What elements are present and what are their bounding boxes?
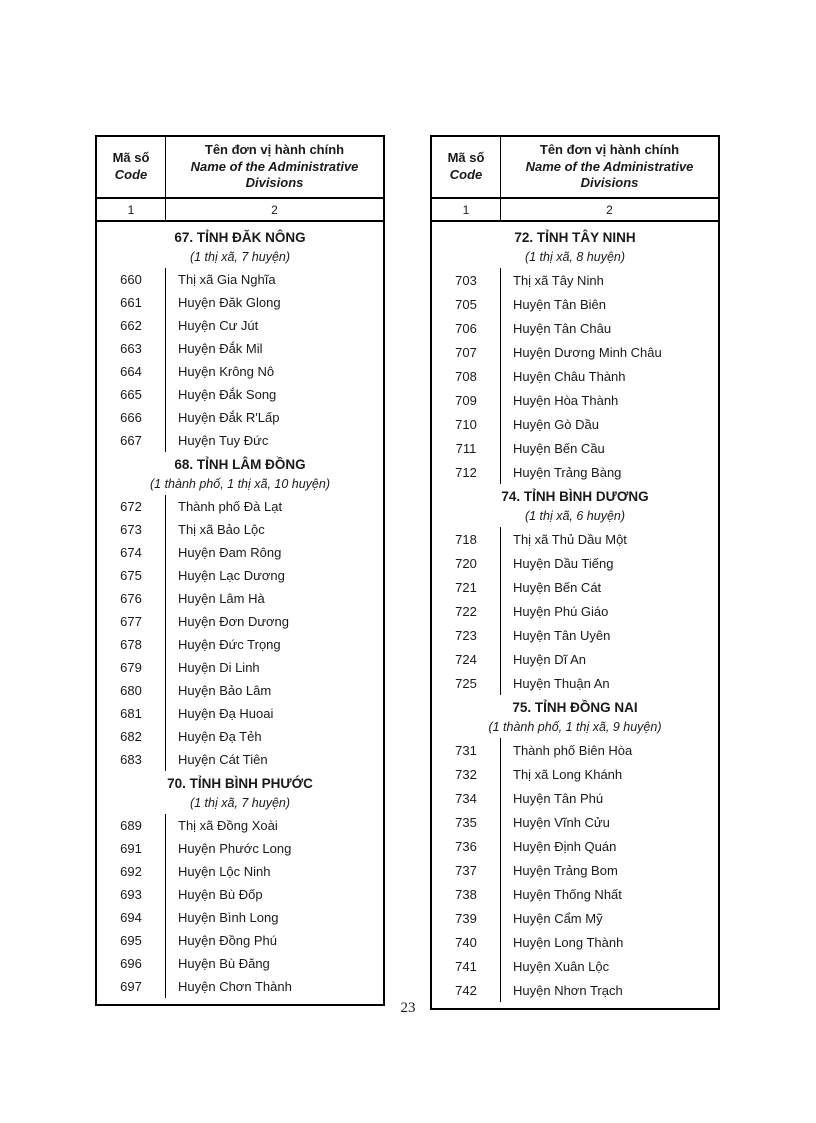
table-row (432, 364, 718, 388)
name-label-en: Name of the Administrative Divisions (190, 158, 359, 191)
name-cell: Huyện Đam Rông (165, 541, 383, 564)
code-cell: 673 (120, 522, 142, 537)
table-row (97, 725, 383, 748)
code-cell: 675 (120, 568, 142, 583)
table-row (97, 929, 383, 952)
table-row (432, 954, 718, 978)
code-cell: 722 (455, 603, 477, 619)
name-cell: Huyện Đắk R'Lấp (165, 406, 383, 429)
code-cell: 742 (455, 982, 477, 998)
table-body-right (432, 222, 718, 1008)
name-cell: Huyện Trảng Bom (500, 858, 718, 882)
table-row (432, 292, 718, 316)
section-title: 70. TỈNH BÌNH PHƯỚC (167, 776, 313, 791)
table-row (432, 647, 718, 671)
column-number-2: 2 (271, 202, 278, 217)
name-cell: Huyện Đơn Dương (165, 610, 383, 633)
code-label-en: Code (114, 167, 148, 182)
code-cell: 672 (120, 499, 142, 514)
code-cell: 703 (455, 272, 477, 288)
code-cell: 694 (120, 910, 142, 925)
table-row (97, 679, 383, 702)
code-cell: 711 (455, 440, 477, 456)
table-row (97, 837, 383, 860)
name-cell: Huyện Phước Long (165, 837, 383, 860)
table-row (432, 786, 718, 810)
code-cell: 692 (120, 864, 142, 879)
code-cell: 666 (120, 410, 142, 425)
code-cell: 708 (455, 368, 477, 384)
name-cell: Huyện Di Linh (165, 656, 383, 679)
code-cell: 676 (120, 591, 142, 606)
code-cell: 677 (120, 614, 142, 629)
table-row (432, 930, 718, 954)
table-header (432, 137, 718, 199)
section-subtitle: (1 thành phố, 1 thị xã, 10 huyện) (150, 477, 330, 491)
code-cell: 663 (120, 341, 142, 356)
table-row (97, 291, 383, 314)
name-cell: Huyện Cát Tiên (165, 748, 383, 771)
name-cell: Huyện Lâm Hà (165, 587, 383, 610)
code-cell: 731 (455, 742, 477, 758)
name-cell: Huyện Đăk Glong (165, 291, 383, 314)
name-cell: Huyện Cư Jút (165, 314, 383, 337)
name-cell: Huyện Bến Cát (500, 575, 718, 599)
code-cell: 691 (120, 841, 142, 856)
table-row (97, 860, 383, 883)
section-subtitle: (1 thành phố, 1 thị xã, 9 huyện) (488, 720, 662, 734)
code-cell: 696 (120, 956, 142, 971)
table-row (97, 360, 383, 383)
name-cell: Huyện Đức Trọng (165, 633, 383, 656)
name-cell: Huyện Châu Thành (500, 364, 718, 388)
code-cell: 679 (120, 660, 142, 675)
code-cell: 693 (120, 887, 142, 902)
section-title: 68. TỈNH LÂM ĐỒNG (174, 457, 306, 472)
name-cell: Huyện Bù Đăng (165, 952, 383, 975)
table-row (432, 316, 718, 340)
name-cell: Huyện Dĩ An (500, 647, 718, 671)
table-row (432, 460, 718, 484)
table-row (432, 388, 718, 412)
code-column-header (432, 137, 501, 197)
name-cell: Huyện Dương Minh Châu (500, 340, 718, 364)
code-cell: 664 (120, 364, 142, 379)
name-label-en: Name of the Administrative Divisions (525, 158, 694, 191)
column-number-1: 1 (432, 199, 501, 220)
name-cell: Huyện Bảo Lâm (165, 679, 383, 702)
table-row (97, 883, 383, 906)
table-row (97, 314, 383, 337)
table-row (97, 748, 383, 771)
code-cell: 737 (455, 862, 477, 878)
table-row (97, 406, 383, 429)
name-cell: Thị xã Long Khánh (500, 762, 718, 786)
name-cell: Thành phố Đà Lạt (165, 495, 383, 518)
table-body-left (97, 222, 383, 1004)
name-cell: Huyện Đạ Tẻh (165, 725, 383, 748)
code-cell: 705 (455, 296, 477, 312)
name-cell: Huyện Tân Phú (500, 786, 718, 810)
code-label-vi: Mã số (112, 150, 150, 166)
code-cell: 695 (120, 933, 142, 948)
table-row (97, 814, 383, 837)
name-cell: Thị xã Thủ Dầu Một (500, 527, 718, 551)
name-cell: Thị xã Bảo Lộc (165, 518, 383, 541)
name-cell: Huyện Trảng Bàng (500, 460, 718, 484)
table-row (97, 495, 383, 518)
table-header (97, 137, 383, 199)
code-cell: 661 (120, 295, 142, 310)
table-row (97, 383, 383, 406)
name-cell: Thị xã Tây Ninh (500, 268, 718, 292)
name-cell: Huyện Cẩm Mỹ (500, 906, 718, 930)
code-cell: 718 (455, 531, 477, 547)
name-cell: Thành phố Biên Hòa (500, 738, 718, 762)
table-row (432, 436, 718, 460)
code-cell: 723 (455, 627, 477, 643)
name-cell: Huyện Chơn Thành (165, 975, 383, 998)
page-number: 23 (400, 1000, 416, 1016)
table-row (432, 268, 718, 292)
code-cell: 707 (455, 344, 477, 360)
table-row (97, 610, 383, 633)
code-cell: 736 (455, 838, 477, 854)
table-row (97, 541, 383, 564)
section-title: 72. TỈNH TÂY NINH (514, 230, 636, 245)
section-subtitle: (1 thị xã, 7 huyện) (189, 250, 291, 264)
code-cell: 735 (455, 814, 477, 830)
table-row (97, 337, 383, 360)
code-cell: 724 (455, 651, 477, 667)
table-row (97, 587, 383, 610)
table-row (97, 429, 383, 452)
admin-table-left (95, 135, 385, 1006)
section-subtitle: (1 thị xã, 6 huyện) (524, 509, 626, 523)
table-row (432, 623, 718, 647)
name-label-vi: Tên đơn vị hành chính (539, 141, 680, 157)
table-row (432, 671, 718, 695)
code-cell: 665 (120, 387, 142, 402)
table-row (97, 656, 383, 679)
table-row (432, 738, 718, 762)
section-title: 67. TỈNH ĐĂK NÔNG (174, 230, 306, 245)
code-cell: 721 (455, 579, 477, 595)
code-cell: 680 (120, 683, 142, 698)
table-row (97, 268, 383, 291)
table-row (97, 518, 383, 541)
column-number-row (432, 199, 718, 222)
name-cell: Huyện Đắk Mil (165, 337, 383, 360)
table-row (97, 702, 383, 725)
name-cell: Huyện Bù Đốp (165, 883, 383, 906)
name-cell: Huyện Vĩnh Cửu (500, 810, 718, 834)
name-column-header (166, 137, 383, 197)
table-row (432, 858, 718, 882)
name-cell: Huyện Tuy Đức (165, 429, 383, 452)
name-column-header (501, 137, 718, 197)
name-cell: Huyện Bình Long (165, 906, 383, 929)
table-row (432, 412, 718, 436)
name-cell: Huyện Xuân Lộc (500, 954, 718, 978)
code-cell: 697 (120, 979, 142, 994)
name-cell: Huyện Hòa Thành (500, 388, 718, 412)
name-cell: Huyện Nhơn Trạch (500, 978, 718, 1002)
code-cell: 674 (120, 545, 142, 560)
name-cell: Huyện Tân Uyên (500, 623, 718, 647)
table-row (432, 810, 718, 834)
name-cell: Huyện Krông Nô (165, 360, 383, 383)
admin-table-right (430, 135, 720, 1010)
name-cell: Huyện Tân Châu (500, 316, 718, 340)
name-label-vi: Tên đơn vị hành chính (204, 141, 345, 157)
column-number-row (97, 199, 383, 222)
section-title: 74. TỈNH BÌNH DƯƠNG (501, 489, 649, 504)
column-number-1: 1 (97, 199, 166, 220)
name-cell: Thị xã Đồng Xoài (165, 814, 383, 837)
code-cell: 732 (455, 766, 477, 782)
name-cell: Thị xã Gia Nghĩa (165, 268, 383, 291)
name-cell: Huyện Định Quán (500, 834, 718, 858)
name-cell: Huyện Đắk Song (165, 383, 383, 406)
table-row (432, 762, 718, 786)
code-cell: 710 (455, 416, 477, 432)
table-row (432, 978, 718, 1002)
name-cell: Huyện Bến Cầu (500, 436, 718, 460)
table-row (97, 633, 383, 656)
code-cell: 678 (120, 637, 142, 652)
code-cell: 681 (120, 706, 142, 721)
name-cell: Huyện Tân Biên (500, 292, 718, 316)
column-number-2: 2 (606, 202, 613, 217)
table-row (432, 599, 718, 623)
table-row (97, 564, 383, 587)
code-cell: 720 (455, 555, 477, 571)
code-cell: 709 (455, 392, 477, 408)
code-cell: 741 (455, 958, 477, 974)
code-cell: 738 (455, 886, 477, 902)
code-cell: 734 (455, 790, 477, 806)
table-row (432, 834, 718, 858)
code-cell: 682 (120, 729, 142, 744)
name-cell: Huyện Đạ Huoai (165, 702, 383, 725)
name-cell: Huyện Long Thành (500, 930, 718, 954)
table-row (432, 882, 718, 906)
code-cell: 660 (120, 272, 142, 287)
code-column-header (97, 137, 166, 197)
table-row (97, 906, 383, 929)
name-cell: Huyện Lộc Ninh (165, 860, 383, 883)
table-row (432, 906, 718, 930)
name-cell: Huyện Dầu Tiếng (500, 551, 718, 575)
code-cell: 740 (455, 934, 477, 950)
code-cell: 662 (120, 318, 142, 333)
code-cell: 712 (455, 464, 477, 480)
name-cell: Huyện Lạc Dương (165, 564, 383, 587)
code-cell: 683 (120, 752, 142, 767)
name-cell: Huyện Gò Dầu (500, 412, 718, 436)
name-cell: Huyện Phú Giáo (500, 599, 718, 623)
section-title: 75. TỈNH ĐỒNG NAI (512, 700, 638, 715)
table-row (432, 527, 718, 551)
name-cell: Huyện Thống Nhất (500, 882, 718, 906)
table-row (432, 575, 718, 599)
code-cell: 706 (455, 320, 477, 336)
table-row (97, 952, 383, 975)
table-row (97, 975, 383, 998)
section-subtitle: (1 thị xã, 7 huyện) (189, 796, 291, 810)
code-cell: 667 (120, 433, 142, 448)
code-label-vi: Mã số (447, 150, 485, 166)
code-cell: 739 (455, 910, 477, 926)
name-cell: Huyện Thuận An (500, 671, 718, 695)
code-cell: 725 (455, 675, 477, 691)
code-cell: 689 (120, 818, 142, 833)
section-subtitle: (1 thị xã, 8 huyện) (524, 250, 626, 264)
code-label-en: Code (449, 167, 483, 182)
table-row (432, 340, 718, 364)
name-cell: Huyện Đồng Phú (165, 929, 383, 952)
table-row (432, 551, 718, 575)
